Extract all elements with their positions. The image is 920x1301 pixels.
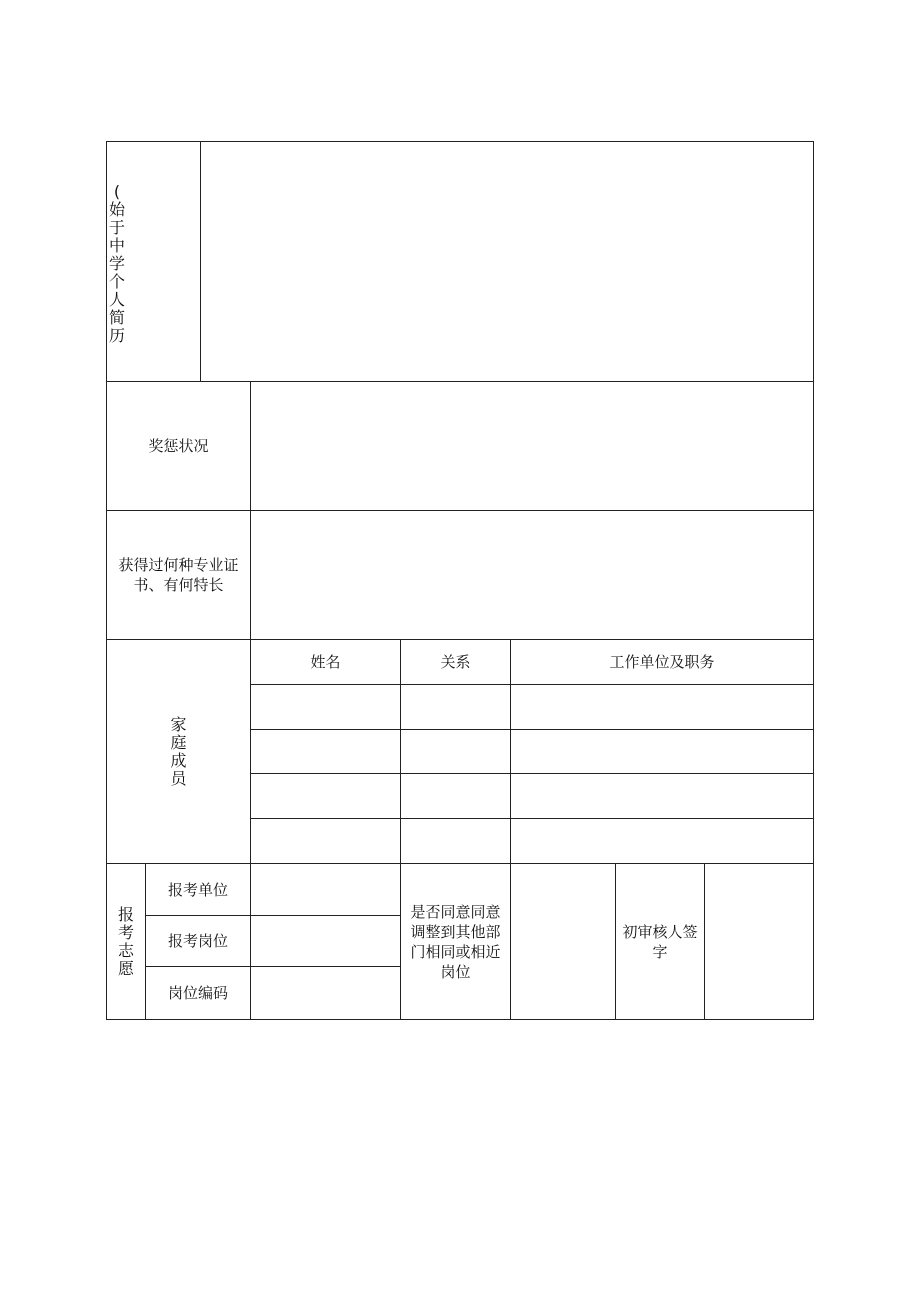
family-label: 家 庭 成 员 bbox=[170, 714, 187, 788]
table-border-right bbox=[813, 141, 814, 1020]
family-name-3[interactable] bbox=[251, 774, 400, 818]
resume-input[interactable] bbox=[201, 142, 813, 381]
apply-unit-label: 报考单位 bbox=[167, 880, 228, 899]
family-name-2[interactable] bbox=[251, 730, 400, 773]
awards-label: 奖惩状况 bbox=[148, 437, 209, 455]
awards-input[interactable] bbox=[251, 382, 813, 510]
family-work-3[interactable] bbox=[511, 774, 813, 818]
family-col-relation: 关系 bbox=[440, 653, 471, 671]
family-col-name: 姓名 bbox=[310, 653, 341, 671]
family-work-4[interactable] bbox=[511, 819, 813, 863]
application-label: 报 考 志 愿 bbox=[117, 904, 134, 978]
apply-position-input[interactable] bbox=[251, 916, 400, 966]
adjust-question-label: 是否同意同意调整到其他部门相同或相近岗位 bbox=[410, 902, 501, 981]
apply-position-label: 报考岗位 bbox=[167, 932, 228, 950]
position-code-input[interactable] bbox=[251, 967, 400, 1019]
adjust-answer-input[interactable] bbox=[511, 864, 615, 1019]
apply-unit-input[interactable] bbox=[251, 864, 400, 915]
table-border-bottom bbox=[106, 1019, 814, 1020]
family-relation-2[interactable] bbox=[401, 730, 510, 773]
resume-label: ( 始 于 中 学 个 人 简 历 bbox=[108, 182, 125, 345]
certs-label: 获得过何种专业证书、有何特长 bbox=[118, 556, 239, 594]
family-col-work: 工作单位及职务 bbox=[609, 653, 715, 671]
family-name-4[interactable] bbox=[251, 819, 400, 863]
family-work-2[interactable] bbox=[511, 730, 813, 773]
family-relation-1[interactable] bbox=[401, 685, 510, 729]
certs-input[interactable] bbox=[251, 511, 813, 639]
family-name-1[interactable] bbox=[251, 685, 400, 729]
reviewer-signature-input[interactable] bbox=[705, 864, 813, 1019]
family-relation-4[interactable] bbox=[401, 819, 510, 863]
position-code-label: 岗位编码 bbox=[167, 984, 228, 1002]
family-relation-3[interactable] bbox=[401, 774, 510, 818]
reviewer-signature-label: 初审核人签字 bbox=[622, 922, 698, 961]
family-work-1[interactable] bbox=[511, 685, 813, 729]
